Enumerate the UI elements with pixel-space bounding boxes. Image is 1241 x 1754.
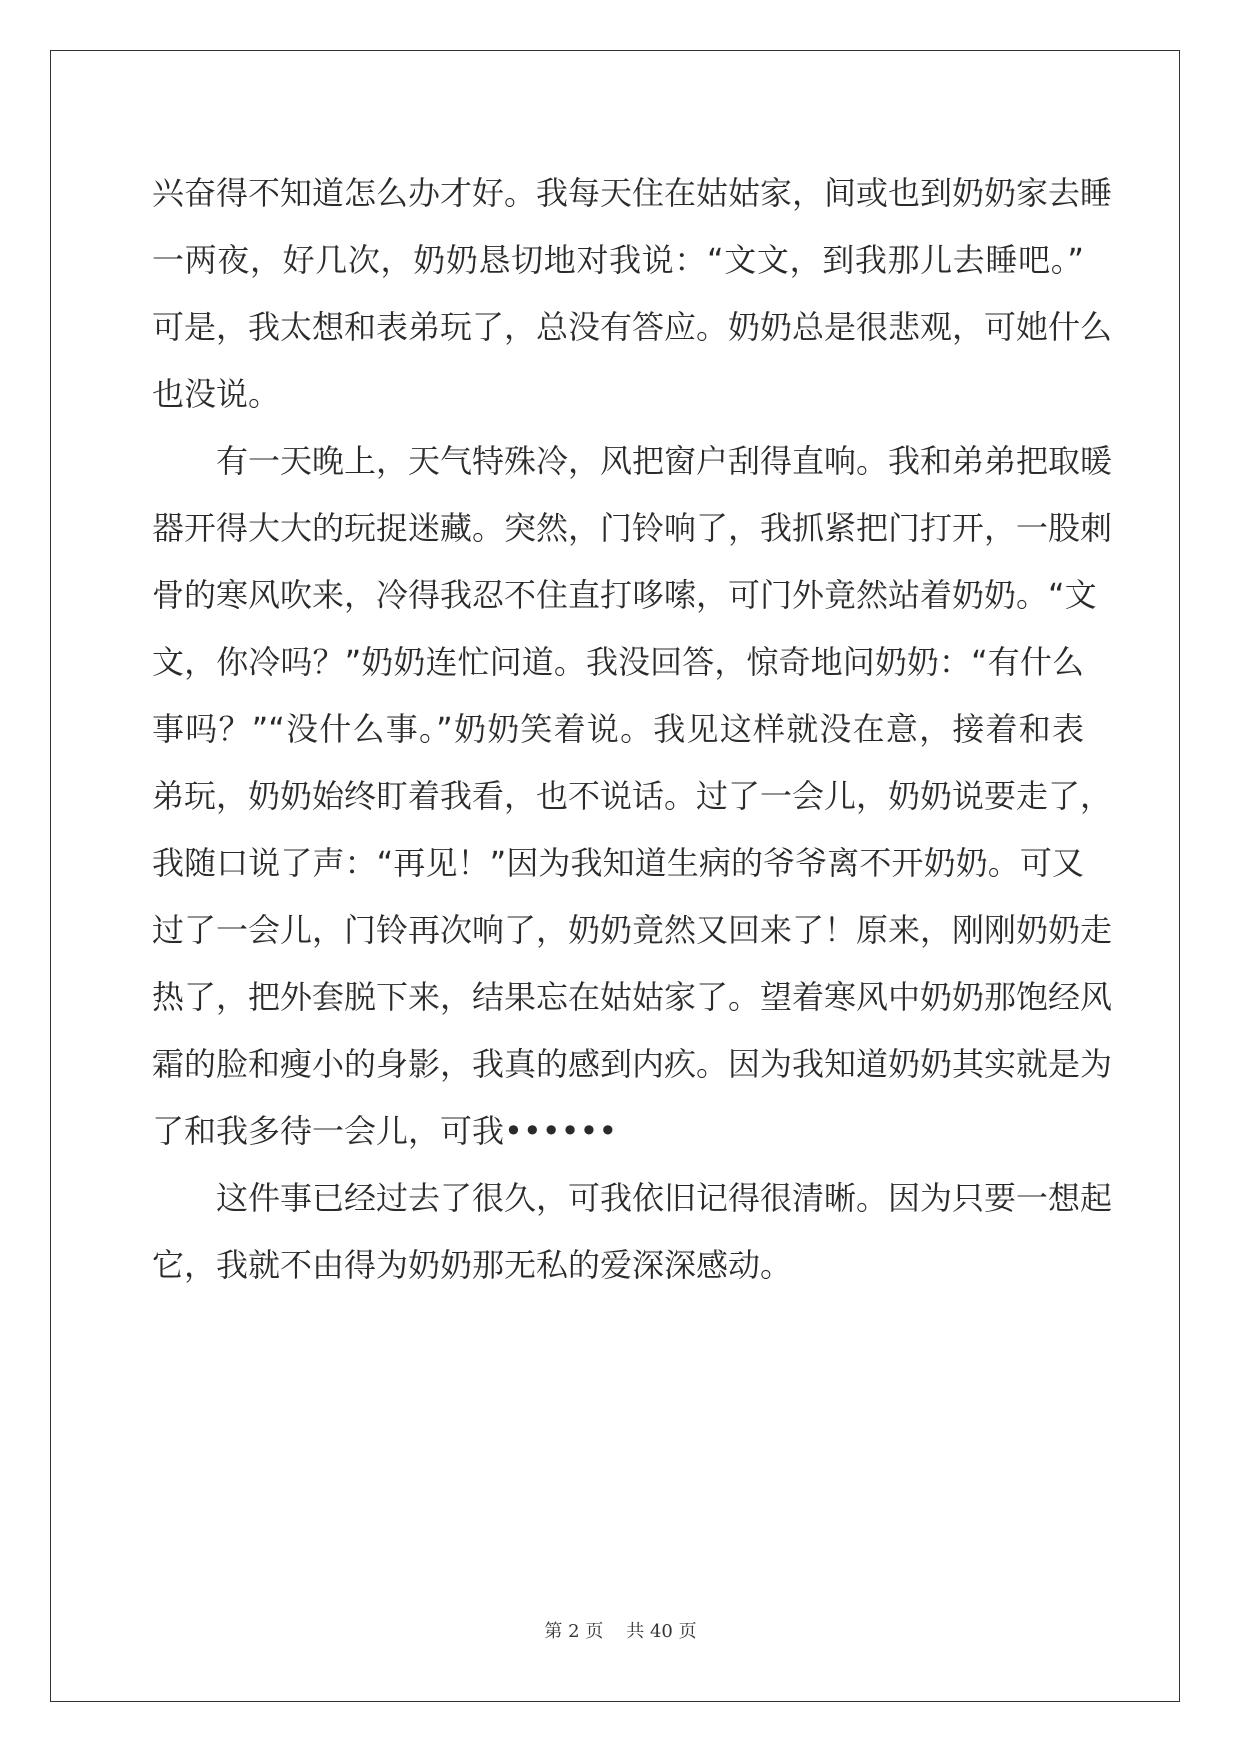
page-total: 共 40 页 [626, 1621, 697, 1642]
text-line: 也没说。 [152, 375, 281, 413]
paragraph-1 [152, 160, 1113, 428]
text-line: 事吗？”“没什么事。”奶奶笑着说。我见这样就没在意，接着和表 [152, 710, 1084, 748]
text-line: 过了一会儿，门铃再次响了，奶奶竟然又回来了！原来，刚刚奶奶走 [152, 911, 1113, 949]
text-line: 热了，把外套脱下来，结果忘在姑姑家了。望着寒风中奶奶那饱经风 [152, 978, 1113, 1016]
text-line: 器开得大大的玩捉迷藏。突然，门铃响了，我抓紧把门打开，一股刺 [152, 509, 1113, 547]
text-line: 弟玩，奶奶始终盯着我看，也不说话。过了一会儿，奶奶说要走了， [152, 777, 1113, 815]
text-line: 兴奋得不知道怎么办才好。我每天住在姑姑家，间或也到奶奶家去睡 [152, 174, 1113, 212]
text-line: 我随口说了声：“再见！”因为我知道生病的爷爷离不开奶奶。可又 [152, 844, 1084, 882]
paragraph-3 [152, 1165, 1113, 1299]
page-number: 第 2 页 [544, 1621, 604, 1642]
text-line: 可是，我太想和表弟玩了，总没有答应。奶奶总是很悲观，可她什么 [152, 308, 1113, 346]
document-body [152, 160, 1113, 1299]
text-line: 它，我就不由得为奶奶那无私的爱深深感动。 [152, 1246, 793, 1284]
text-line: 一两夜，好几次，奶奶恳切地对我说：“文文，到我那儿去睡吧。” [152, 241, 1084, 279]
text-line: 霜的脸和瘦小的身影，我真的感到内疚。因为我知道奶奶其实就是为 [152, 1045, 1113, 1083]
page-footer [0, 1620, 1241, 1644]
text-line: 骨的寒风吹来，冷得我忍不住直打哆嗦，可门外竟然站着奶奶。“文 [152, 576, 1097, 614]
text-line: 这件事已经过去了很久，可我依旧记得很清晰。因为只要一想起 [216, 1179, 1113, 1217]
paragraph-2 [152, 428, 1113, 1165]
text-line: 有一天晚上，天气特殊冷，风把窗户刮得直响。我和弟弟把取暖 [216, 442, 1113, 480]
text-line: 了和我多待一会儿，可我•••••• [152, 1112, 618, 1150]
text-line: 文，你冷吗？”奶奶连忙问道。我没回答，惊奇地问奶奶：“有什么 [152, 643, 1084, 681]
